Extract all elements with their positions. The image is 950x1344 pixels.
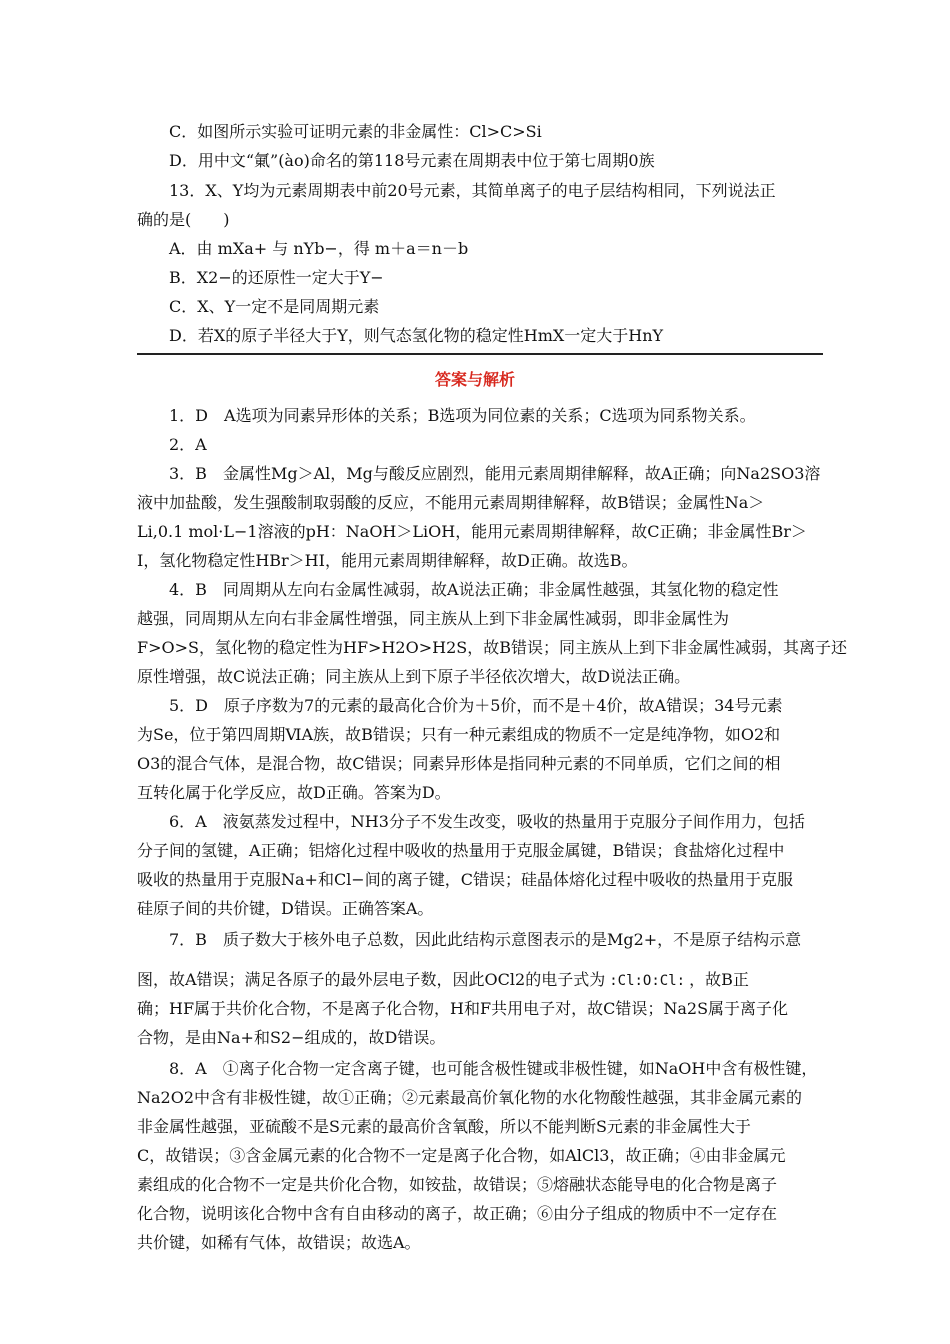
section-divider <box>137 353 823 355</box>
answer-8-line7: 共价键，如稀有气体，故错误；故选A。 <box>137 1233 421 1252</box>
answer-6-line3: 吸收的热量用于克服Na+和Cl−间的离子键，C错误；硅晶体熔化过程中吸收的热量用于克服 <box>137 870 793 889</box>
answer-7-line3: 确；HF属于共价化合物，不是离子化合物，H和F共用电子对，故C错误；Na2S属于离子化 <box>137 999 789 1018</box>
answer-8-line4: C，故错误；③含金属元素的化合物不一定是离子化合物，如AlCl3，故正确；④由非金属元 <box>137 1146 786 1165</box>
answer-4-line3: F>O>S，氢化物的稳定性为HF>H2O>H2S，故B错误；同主族从上到下非金属性减弱，其离子还 <box>137 638 847 657</box>
q13-option-b: B．X2−的还原性一定大于Y− <box>169 268 384 287</box>
q13-option-a: A．由 mXa+ 与 nYb−，得 m＋a＝n－b <box>169 239 469 258</box>
answer-7-line1: 7．B 质子数大于核外电子总数，因此此结构示意图表示的是Mg2+，不是原子结构示意 <box>169 930 802 949</box>
answer-6-line4: 硅原子间的共价键，D错误。正确答案A。 <box>137 899 434 918</box>
answer-3-line3: Li,0.1 mol·L−1溶液的pH：NaOH＞LiOH，能用元素周期律解释，故C正确；非金属性Br＞ <box>137 522 807 541</box>
q12-option-d: D．用中文“氭”(ào)命名的第118号元素在周期表中位于第七周期0族 <box>169 151 655 170</box>
answer-7-line2-tail: ，故B正 <box>689 970 749 989</box>
answers-heading: 答案与解析 <box>434 370 515 389</box>
answer-7-line2-text: 图，故A错误；满足各原子的最外层电子数，因此OCl2的电子式为 <box>137 970 606 989</box>
answer-3-line2: 液中加盐酸，发生强酸制取弱酸的反应，不能用元素周期律解释，故B错误；金属性Na＞ <box>137 493 765 512</box>
answer-8-line1: 8．A ①离子化合物一定含离子键，也可能含极性键或非极性键，如NaOH中含有极性键， <box>169 1059 818 1078</box>
answer-8-line6: 化合物，说明该化合物中含有自由移动的离子，故正确；⑥由分子组成的物质中不一定存在 <box>137 1204 778 1223</box>
answer-7-line2 <box>137 970 817 991</box>
ocl2-lewis-structure: :Cl:O:Cl: <box>609 973 686 989</box>
answer-1: 1．D A选项为同素异形体的关系；B选项为同位素的关系；C选项为同系物关系。 <box>169 406 756 425</box>
answer-2: 2．A <box>169 435 207 454</box>
answer-5-line3: O3的混合气体，是混合物，故C错误；同素异形体是指同种元素的不同单质，它们之间的相 <box>137 754 781 773</box>
answer-4-line2: 越强，同周期从左向右非金属性增强，同主族从上到下非金属性减弱，即非金属性为 <box>137 609 730 628</box>
answer-4-line4: 原性增强，故C说法正确；同主族从上到下原子半径依次增大，故D说法正确。 <box>137 667 691 686</box>
q12-option-c: C．如图所示实验可证明元素的非金属性：Cl>C>Si <box>169 122 542 141</box>
answer-3-line1: 3．B 金属性Mg＞Al，Mg与酸反应剧烈，能用元素周期律解释，故A正确；向Na2SO3溶 <box>169 464 821 483</box>
answer-7-line4: 合物，是由Na+和S2−组成的，故D错误。 <box>137 1028 446 1047</box>
q13-stem-line2: 确的是( ) <box>137 210 230 229</box>
answer-8-line5: 素组成的化合物不一定是共价化合物，如铵盐，故错误；⑤熔融状态能导电的化合物是离子 <box>137 1175 778 1194</box>
q13-option-d: D．若X的原子半径大于Y，则气态氢化物的稳定性HmX一定大于HnY <box>169 326 664 345</box>
answer-6-line2: 分子间的氢键，A正确；铝熔化过程中吸收的热量用于克服金属键，B错误；食盐熔化过程中 <box>137 841 785 860</box>
answer-5-line2: 为Se，位于第四周期ⅥA族，故B错误；只有一种元素组成的物质不一定是纯净物，如O2和 <box>137 725 781 744</box>
answer-5-line1: 5．D 原子序数为7的元素的最高化合价为＋5价，而不是＋4价，故A错误；34号元素 <box>169 696 783 715</box>
answer-4-line1: 4．B 同周期从左向右金属性减弱，故A说法正确；非金属性越强，其氢化物的稳定性 <box>169 580 779 599</box>
answer-8-line3: 非金属性越强，亚硫酸不是S元素的最高价含氧酸，所以不能判断S元素的非金属性大于 <box>137 1117 751 1136</box>
q13-option-c: C．X、Y一定不是同周期元素 <box>169 297 380 316</box>
answer-5-line4: 互转化属于化学反应，故D正确。答案为D。 <box>137 783 451 802</box>
answer-8-line2: Na2O2中含有非极性键，故①正确；②元素最高价氧化物的水化物酸性越强，其非金属元素的 <box>137 1088 803 1107</box>
answer-6-line1: 6．A 液氨蒸发过程中，NH3分子不发生改变，吸收的热量用于克服分子间作用力，包括 <box>169 812 805 831</box>
answer-3-line4: I，氢化物稳定性HBr＞HI，能用元素周期律解释，故D正确。故选B。 <box>137 551 638 570</box>
q13-stem-line1: 13．X、Y均为元素周期表中前20号元素，其简单离子的电子层结构相同，下列说法正 <box>169 181 776 200</box>
